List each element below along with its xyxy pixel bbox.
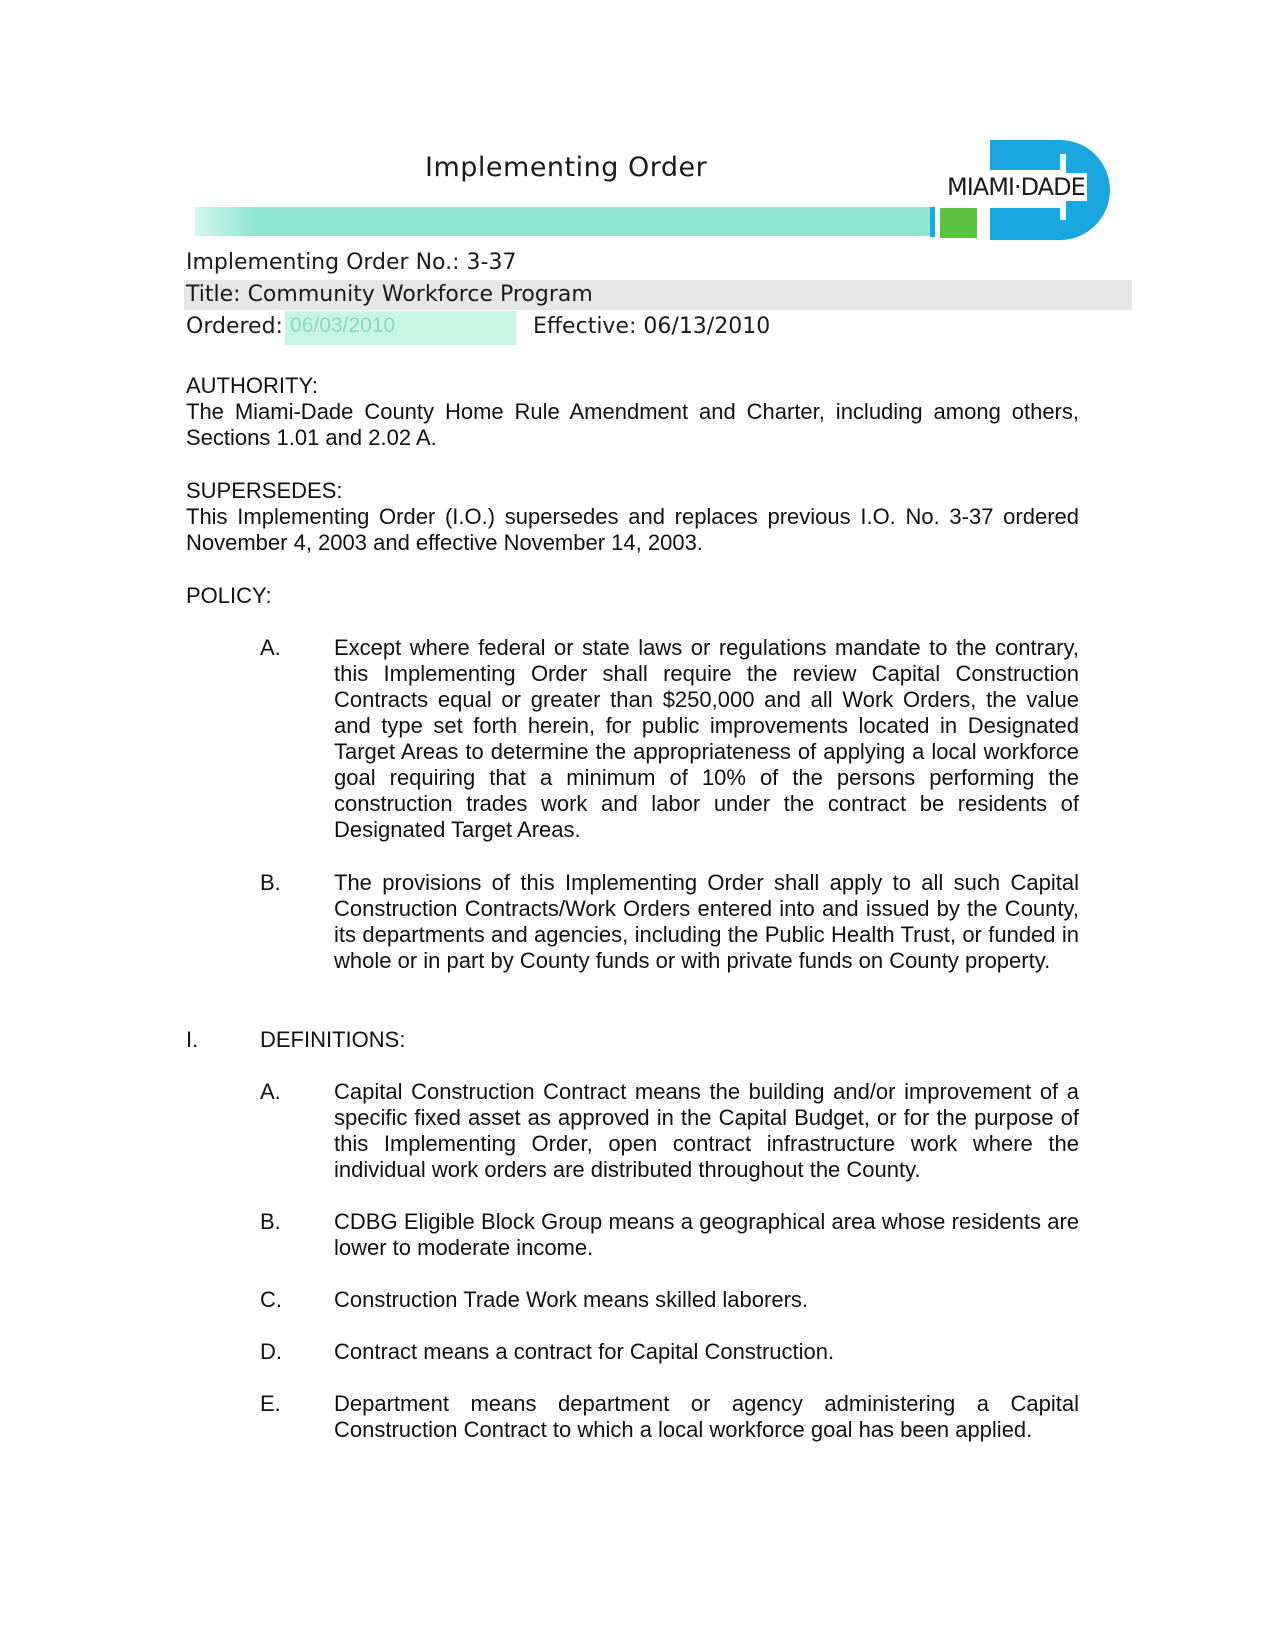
definition-item-marker: B. xyxy=(260,1209,281,1234)
ordered-label: Ordered: xyxy=(186,314,283,339)
policy-item-marker: B. xyxy=(260,870,281,895)
definition-item-marker: E. xyxy=(260,1391,281,1416)
definition-item-text: Capital Construction Contract means the building and/or improvement of a specific fixed asset as approved in the Capital Budget, or for the purpose of this Implementing Order, open contract infrastructure work where the individual work orders are distributed throughout the County. xyxy=(334,1079,1079,1182)
title-value: Community Workforce Program xyxy=(247,282,593,307)
miami-dade-logo xyxy=(935,140,1130,240)
effective-line xyxy=(533,314,770,339)
order-number-label: Implementing Order No.: xyxy=(186,250,460,275)
order-number-line xyxy=(186,250,516,275)
definition-item-text: Contract means a contract for Capital Construction. xyxy=(334,1339,835,1364)
supersedes-text: This Implementing Order (I.O.) supersedes and replaces previous I.O. No. 3-37 ordered November 4, 2003 and effective November 14, 2003. xyxy=(186,504,1079,555)
definition-item-text: Department means department or agency administering a Capital Construction Contract to which a local workforce goal has been applied. xyxy=(334,1391,1079,1442)
definitions-heading: DEFINITIONS: xyxy=(260,1027,406,1052)
document-heading: Implementing Order xyxy=(425,152,708,183)
definitions-section-marker: I. xyxy=(186,1027,199,1052)
policy-item-text: Except where federal or state laws or regulations mandate to the contrary, this Implementing Order shall require the review Capital Construction Contracts equal or greater than $250,000 and all Work Orders, the value and type set forth herein, for public improvements located in Designated Target Areas to determine the appropriateness of applying a local workforce goal requiring that a minimum of 10% of the persons performing the construction trades work and labor under the contract be residents of Designated Target Areas. xyxy=(334,635,1079,842)
effective-value: 06/13/2010 xyxy=(643,314,771,339)
supersedes-heading: SUPERSEDES: xyxy=(186,478,343,503)
definition-item-marker: A. xyxy=(260,1079,281,1104)
title-label: Title: xyxy=(186,282,241,307)
header-color-bar xyxy=(195,207,931,236)
definition-item-text: Construction Trade Work means skilled laborers. xyxy=(334,1287,809,1312)
ordered-date-value: 06/03/2010 xyxy=(290,314,396,337)
policy-item-text: The provisions of this Implementing Order shall apply to all such Capital Construction Contracts/Work Orders entered into and issued by the County, its departments and agencies, including the Public Health Trust, or funded in whole or in part by County funds or with private funds on County property. xyxy=(334,870,1079,973)
order-number-value: 3-37 xyxy=(466,250,517,275)
policy-item-marker: A. xyxy=(260,635,281,660)
definition-item-text: CDBG Eligible Block Group means a geographical area whose residents are lower to moderate income. xyxy=(334,1209,1079,1260)
definition-item-marker: C. xyxy=(260,1287,282,1312)
authority-text: The Miami-Dade County Home Rule Amendment and Charter, including among others, Sections 1.01 and 2.02 A. xyxy=(186,399,1079,450)
authority-heading: AUTHORITY: xyxy=(186,373,319,398)
policy-heading: POLICY: xyxy=(186,583,272,608)
title-line xyxy=(186,282,593,307)
logo-text: MIAMI·DADE xyxy=(947,173,1085,201)
effective-label: Effective: xyxy=(533,314,637,339)
definition-item-marker: D. xyxy=(260,1339,282,1364)
